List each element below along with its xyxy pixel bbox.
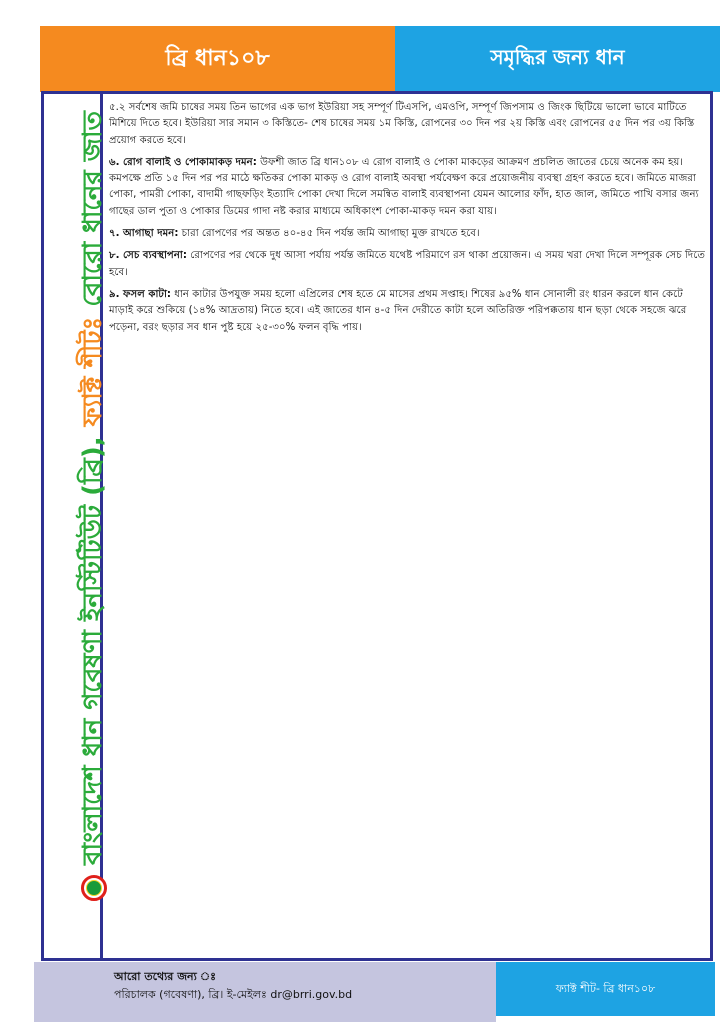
footer-contact-line: পরিচালক (গবেষণা), ব্রি। ই-মেইলঃ dr@brri.gov.bd [114,988,353,1001]
section-9-body: ধান কাটার উপযুক্ত সময় হলো এপ্রিলের শেষ হতে মে মাসের প্রথম সপ্তাহ। শিষের ৯৫% ধান সোনালী রং ধারন করলে ধান কেটে মাড়াই করে শুকিয়ে (১৪% আদ্রতায়) নিতে হবে। এই জাতের ধান ৪-৫ দিন দেরীতে কাটা হলে অতিরিক্ত পরিপক্কতায় ধান ছড়া থেকে সহজে ঝরে পড়েনা, বরং ছড়ার সব ধান পুষ্ট হয়ে ২৫-৩০% ফলন বৃদ্ধি পায়। [109,288,687,333]
variety-title: ব্রি ধান১০৮ [165,45,270,71]
section-6 [109,155,707,220]
footer-info-title: আরো তথ্যের জন্য ঃ [114,970,216,983]
section-9-heading: ৯. ফসল কাটা: [109,288,172,300]
section-8-heading: ৮. সেচ ব্যবস্থাপনা: [109,250,187,262]
section-8-body: রোপণের পর থেকে দুধ আসা পর্যায় পর্যন্ত জমিতে যথেষ্ট পরিমাণে রস থাকা প্রয়োজন। এ সময় খরা দেখা দিলে সম্পূরক সেচ দিতে হবে। [109,250,706,278]
section-8 [109,248,707,281]
section-6-body: উফশী জাত ব্রি ধান১০৮ এ রোগ বালাই ও পোকা মাকড়ের আক্রমণ প্রচলিত জাতের চেয়ে অনেক কম হয়। কমপক্ষে প্রতি ১৫ দিন পর পর মাঠে ক্ষতিকর পোকা মাকড় ও রোগ বালাই অবস্থা পর্যবেক্ষণ করে প্রয়োজনীয় ব্যবস্থা গ্রহণ করতে হবে। জমিতে মাজরা পোকা, পামরী পোকা, বাদামী গাছফড়িং ইত্যাদি পোকা দেখা দিলে সমন্বিত বালাই ব্যবস্থাপনা যেমন আলোর ফাঁদ, হাত জাল, জমিতে পাখি বসার জন্য গাছের ডাল পুতা ও পোকার ডিমের গাদা নষ্ট করার মাধ্যমে অধিকাংশ পোকা-মাকড় দমন করা যায়। [109,156,699,217]
sidebar-banner [41,91,108,961]
footer-fact-sheet-label [496,962,715,1016]
section-7-heading: ৭. আগাছা দমন: [109,228,179,240]
fact-sheet-label: ফ্যাক্ট শীটঃ [78,316,108,427]
boro-variety-label: বোরো ধানের জাত [78,111,108,307]
section-9 [109,287,707,336]
institute-name: বাংলাদেশ ধান গবেষণা ইনস্টিটিউট (ব্রি), [78,436,108,865]
main-content [109,100,707,342]
section-7 [109,226,707,242]
header-right-title [395,26,720,92]
header-left-title [40,26,395,92]
brri-logo-icon [81,875,107,901]
slogan-title: সমৃদ্ধির জন্য ধান [490,44,625,69]
footer-contact [34,962,496,1022]
section-7-body: চারা রোপণের পর অন্তত ৪০-৪৫ দিন পর্যন্ত জমি আগাছা মুক্ত রাখতে হবে। [181,228,480,240]
section-6-heading: ৬. রোগ বালাই ও পোকামাকড় দমন: [109,156,257,168]
section-5-2: ৫.২ সর্বশেষ জমি চাষের সময় তিন ভাগের এক ভাগ ইউরিয়া সহ সম্পূর্ণ টিএসপি, এমওপি, সম্পূর্ণ জিপসাম ও জিংক ছিটিয়ে ভালো ভাবে মাটিতে মিশিয়ে দিতে হবে। ইউরিয়া সার সমান ৩ কিস্তিতে- শেষ চাষের সময় ১ম কিস্তি, রোপনের ৩০ দিন পর ২য় কিস্তি এবং রোপনের ৫৫ দিন পর ৩য় কিস্তি প্রয়োগ করতে হবে। [109,102,695,146]
footer-right-text: ফ্যাক্ট শীট- ব্রি ধান১০৮ [555,981,656,995]
